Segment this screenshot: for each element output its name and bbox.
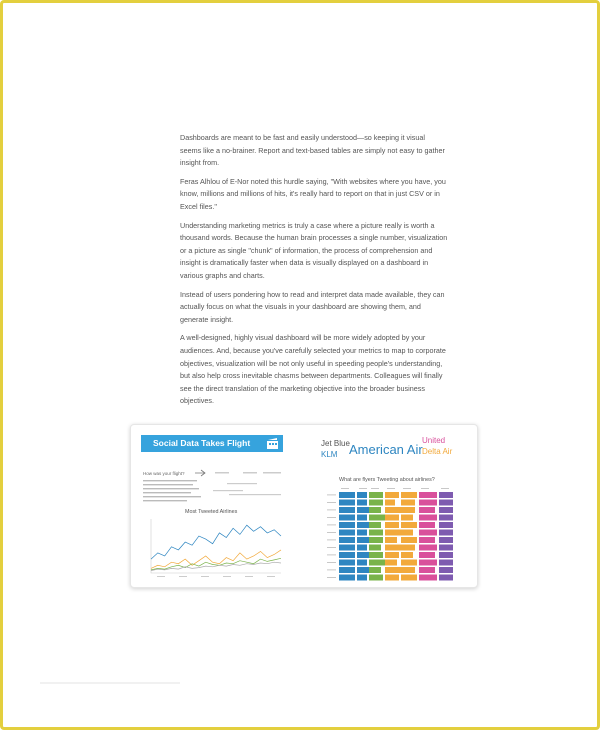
grid-cell	[439, 567, 453, 573]
row-label	[327, 547, 336, 548]
grid-cell	[419, 560, 437, 566]
grid-cell	[339, 552, 355, 558]
grid-cell	[369, 575, 383, 581]
grid-cell	[419, 515, 437, 521]
grid-cell	[369, 492, 383, 498]
grid-cell	[369, 537, 383, 543]
grid-cell	[439, 507, 453, 513]
grid-cell	[401, 545, 415, 551]
grid-cell	[357, 575, 367, 581]
grid-cell	[369, 567, 381, 573]
x-tick-mark	[245, 576, 253, 577]
grid-cell	[357, 537, 369, 543]
grid-cell	[369, 560, 385, 566]
row-label	[327, 495, 336, 496]
airline-topic-grid	[319, 487, 469, 581]
grid-cell	[385, 537, 397, 543]
banner-title	[141, 435, 283, 452]
column-header	[371, 488, 379, 489]
row-label	[327, 517, 336, 518]
cloud-word-united: United	[422, 436, 446, 445]
grid-cell	[339, 545, 355, 551]
grid-cell	[369, 515, 385, 521]
watermark	[40, 678, 180, 690]
grid-cell	[401, 522, 417, 528]
grid-cell	[369, 545, 381, 551]
infographic-card[interactable]	[130, 424, 478, 588]
grid-cell	[439, 552, 453, 558]
grid-cell	[357, 500, 367, 506]
grid-cell	[385, 560, 397, 566]
grid-cell	[357, 492, 367, 498]
grid-cell	[339, 500, 355, 506]
grid-cell	[369, 507, 381, 513]
grid-cell	[339, 575, 355, 581]
flight-notes-block	[141, 479, 286, 505]
x-tick-mark	[223, 576, 231, 577]
grid-cell	[357, 522, 369, 528]
paragraph-3: Understanding marketing metrics is truly a case where a picture really is worth a thousand words. Because the human brain processes a single number, visualization or a picture as single "chunk" of information, the process of comprehension and insight is dramatically faster when data is visually displayed on a dashboard in various graphs and charts.	[180, 220, 448, 280]
grid-cell	[369, 530, 383, 536]
article-body	[180, 132, 448, 414]
grid-cell	[419, 507, 435, 513]
row-label	[327, 570, 336, 571]
grid-cell	[419, 567, 435, 573]
grid-cell	[357, 552, 369, 558]
row-label	[327, 577, 336, 578]
grid-cell	[419, 552, 435, 558]
grid-cell	[385, 522, 399, 528]
column-header	[341, 488, 349, 489]
grid-cell	[339, 567, 355, 573]
question-title: What are flyers Tweeting about airlines?	[339, 477, 435, 483]
grid-cell	[401, 515, 413, 521]
grid-cell	[357, 507, 369, 513]
grid-cell	[419, 537, 435, 543]
grid-cell	[385, 545, 401, 551]
row-label	[327, 562, 336, 563]
grid-cell	[401, 507, 415, 513]
grid-cell	[401, 567, 415, 573]
grid-cell	[419, 492, 437, 498]
column-header	[359, 488, 367, 489]
grid-cell	[401, 575, 417, 581]
grid-cell	[419, 522, 435, 528]
watermark-mark	[40, 678, 180, 688]
x-tick-mark	[179, 576, 187, 577]
grid-cell	[419, 530, 437, 536]
grid-cell	[339, 537, 355, 543]
paragraph-4: Instead of users pondering how to read and interpret data made available, they can actually focus on what the visuals in your dashboard are showing them, and generate insight.	[180, 289, 445, 324]
grid-cell	[339, 492, 355, 498]
grid-cell	[385, 575, 399, 581]
paragraph-1: Dashboards are meant to be fast and easily understood—so keeping it visual seems like a no-brainer. Report and text-based tables are simply not easy to gather insight from.	[180, 133, 445, 168]
social-data-panel	[141, 435, 286, 581]
flight-legend-icons	[193, 469, 285, 477]
row-label	[327, 532, 336, 533]
grid-cell	[369, 500, 383, 506]
cloud-word-american-air: American Air	[349, 442, 423, 457]
grid-cell	[357, 560, 367, 566]
grid-cell	[369, 552, 383, 558]
banner-title-text: Social Data Takes Flight	[153, 438, 251, 448]
grid-cell	[357, 515, 367, 521]
grid-cell	[401, 560, 417, 566]
grid-cell	[439, 560, 453, 566]
grid-cell	[357, 545, 367, 551]
grid-cell	[439, 545, 453, 551]
grid-cell	[401, 552, 413, 558]
chart-title: Most Tweeted Airlines	[185, 509, 238, 515]
series-line-3	[151, 558, 281, 570]
most-tweeted-line-chart	[141, 515, 286, 581]
grid-cell	[439, 575, 453, 581]
grid-cell	[385, 492, 399, 498]
grid-cell	[439, 530, 453, 536]
x-tick-mark	[201, 576, 209, 577]
grid-cell	[369, 522, 381, 528]
row-label	[327, 510, 336, 511]
x-tick-mark	[157, 576, 165, 577]
grid-cell	[401, 537, 417, 543]
grid-cell	[339, 530, 355, 536]
grid-cell	[439, 522, 453, 528]
grid-cell	[357, 567, 369, 573]
grid-cell	[439, 492, 453, 498]
grid-cell	[385, 507, 401, 513]
grid-cell	[357, 530, 367, 536]
row-label	[327, 502, 336, 503]
grid-cell	[401, 530, 413, 536]
series-line-1	[151, 525, 281, 559]
column-header	[403, 488, 411, 489]
grid-cell	[401, 492, 417, 498]
tweets-about-airlines-panel	[319, 435, 469, 581]
grid-cell	[339, 515, 355, 521]
grid-cell	[385, 567, 401, 573]
grid-cell	[439, 515, 453, 521]
cloud-word-jetblue: Jet Blue	[321, 439, 350, 448]
grid-cell	[385, 500, 395, 506]
column-header	[387, 488, 395, 489]
grid-cell	[419, 500, 437, 506]
grid-cell	[419, 575, 437, 581]
row-label	[327, 525, 336, 526]
grid-cell	[401, 500, 415, 506]
grid-cell	[339, 522, 355, 528]
cloud-word-klm: KLM	[321, 450, 338, 459]
grid-cell	[385, 515, 399, 521]
grid-cell	[385, 552, 399, 558]
grid-cell	[439, 500, 453, 506]
row-label	[327, 555, 336, 556]
series-line-4	[151, 562, 281, 571]
cloud-word-delta: Delta Air	[422, 447, 453, 456]
grid-cell	[339, 507, 355, 513]
paragraph-2: Feras Alhlou of E-Nor noted this hurdle saying, "With websites where you have, you know, millions and millions of hits, it's really hard to report on that in just CSV or in Excel files."	[180, 176, 446, 211]
how-was-your-flight-label: How was your flight?	[143, 471, 185, 476]
paragraph-5: A well-designed, highly visual dashboard will be more widely adopted by your audiences. And, because you've carefully selected your metrics to map to corporate objectives, visualization will be not only useful in speeding people's understanding, but also help cross inevitable chasms between departments. Colleagues will finally see the direct translation of the marketing objective into the broader business objectives.	[180, 333, 446, 406]
x-tick-mark	[267, 576, 275, 577]
grid-cell	[385, 530, 401, 536]
grid-cell	[339, 560, 355, 566]
plane-building-icon	[266, 437, 279, 450]
grid-cell	[439, 537, 453, 543]
column-header	[441, 488, 449, 489]
column-header	[421, 488, 429, 489]
row-label	[327, 540, 336, 541]
grid-cell	[419, 545, 437, 551]
